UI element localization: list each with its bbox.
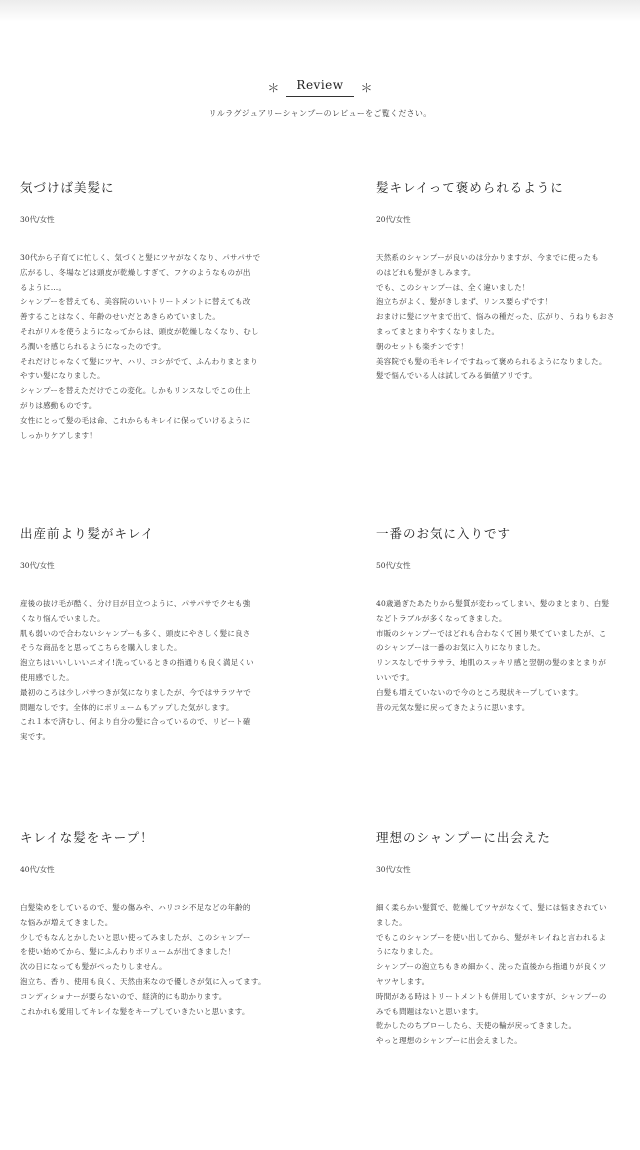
review-age: 30代/女性 [20, 561, 55, 570]
title-row [0, 78, 640, 97]
review-body: 白髪染めをしているので、髪の傷みや、ハリコシ不足などの年齢的 な悩みが増えてきました。 少しでもなんとかしたいと思い使ってみましたが、このシャンプー を使い始めてから、髪にふんわりボリュームが出てきました！ 次の日になっても髪がぺったりしません。 泡立ち、香り、使用も良く、天然由来なので優しさが気に入ってます。 コンディショナーが要らないので、経済的にも助かります。 これかれも愛用してキレイな髪をキープしていきたいと思います。 [20, 903, 266, 1016]
review-body: 天然系のシャンプーが良いのは分かりますが、今までに使ったも のはどれも髪がきしみます。 でも、このシャンプーは、全く違いました！ 泡立ちがよく、髪がきしまず、リンス要らずです！ おまけに髪にツヤまで出て、悩みの種だった、広がり、うねりもおさ まってまとまりやすくなりました。 朝のセットも楽チンです！ 美容院でも髪の毛キレイですねって褒められるようになりました。 髪で悩んでいる人は試してみる価値アリです。 [376, 253, 615, 381]
review-heading: 一番のお気に入りです [376, 526, 512, 541]
review-header [0, 78, 640, 119]
review-heading: 出産前より髪がキレイ [20, 526, 155, 541]
review-card [20, 524, 270, 745]
review-body: 細く柔らかい髪質で、乾燥してツヤがなくて、髪には悩まされてい ました。 でもこのシャンプーを使い出してから、髪がキレイねと言われるよ うになりました。 シャンプーの泡立ちもきめ細かく、洗った直後から指通りが良くツ ヤツヤします。 時間がある時はトリートメントも併用していますが、シャンプーの みでも問題はないと思います。 乾かしたのちブローしたら、天使の輪が戻ってきました。 やっと理想のシャンプーに出会えました。 [376, 903, 607, 1046]
review-body: 40歳過ぎたあたりから髪質が変わってしまい、髪のまとまり、白髪 などトラブルが多くなってきました。 市販のシャンプーではどれも合わなくて困り果てていましたが、こ のシャンプーは一番のお気に入りになりました。 リンスなしでサラサラ、地肌のスッキリ感と翌朝の髪のまとまりが いいです。 白髪も増えていないので今のところ現状キープしています。 昔の元気な髪に戻ってきたように思います。 [376, 599, 610, 712]
section-title: Review [286, 78, 353, 97]
review-age: 40代/女性 [20, 865, 55, 874]
review-card [376, 524, 626, 715]
asterisk-right-icon: ＊ [360, 81, 373, 95]
review-body: 30代から子育てに忙しく、気づくと髪にツヤがなくなり、パサパサで 広がるし、冬場などは頭皮が乾燥しすぎて、フケのようなものが出 るように…。 シャンプーを替えても、美容院のいいトリートメントに替えても改 善することはなく、年齢のせいだとあきらめていました。 それがリルを使うようになってからは、頭皮が乾燥しなくなり、むし ろ潤いを感じられるようになったのです。 それだけじゃなくて髪にツヤ、ハリ、コシがでて、ふんわりまとまり やすい髪になりました。 シャンプーを替えただけでこの変化。しかもリンスなしでこの仕上 がりは感動ものです。 女性にとって髪の毛は命、これからもキレイに保っていけるように しっかりケアします！ [20, 253, 261, 440]
review-heading: 理想のシャンプーに出会えた [376, 830, 551, 845]
review-heading: 髪キレイって褒められるように [376, 180, 564, 195]
review-age: 20代/女性 [376, 215, 411, 224]
review-age: 30代/女性 [376, 865, 411, 874]
review-card [20, 178, 270, 443]
section-subtitle: リルラグジュアリーシャンプーのレビューをご覧ください。 [208, 109, 432, 118]
review-card [376, 178, 626, 384]
review-age: 50代/女性 [376, 561, 411, 570]
review-age: 30代/女性 [20, 215, 55, 224]
review-heading: キレイな髪をキープ！ [20, 830, 154, 845]
review-body: 産後の抜け毛が酷く、分け目が目立つように、パサパサでクセも強 くなり悩んでいました。 肌も弱いので合わないシャンプーも多く、頭皮にやさしく髪に良さ そうな商品をと思ってこちらを購入しました。 泡立ちはいいしいいニオイ!洗っているときの指通りも良く満足くい 使用感でした。 最初のころは少しパサつきが気になりましたが、今ではサラツヤで 問題なしです。全体的にボリュームもアップした気がします。 これ１本で済むし、何より自分の髪に合っているので、リピート確 実です。 [20, 599, 254, 742]
asterisk-left-icon: ＊ [267, 81, 280, 95]
review-heading: 気づけば美髪に [20, 180, 115, 195]
review-card [20, 828, 270, 1019]
top-fade [0, 0, 640, 22]
review-card [376, 828, 626, 1049]
